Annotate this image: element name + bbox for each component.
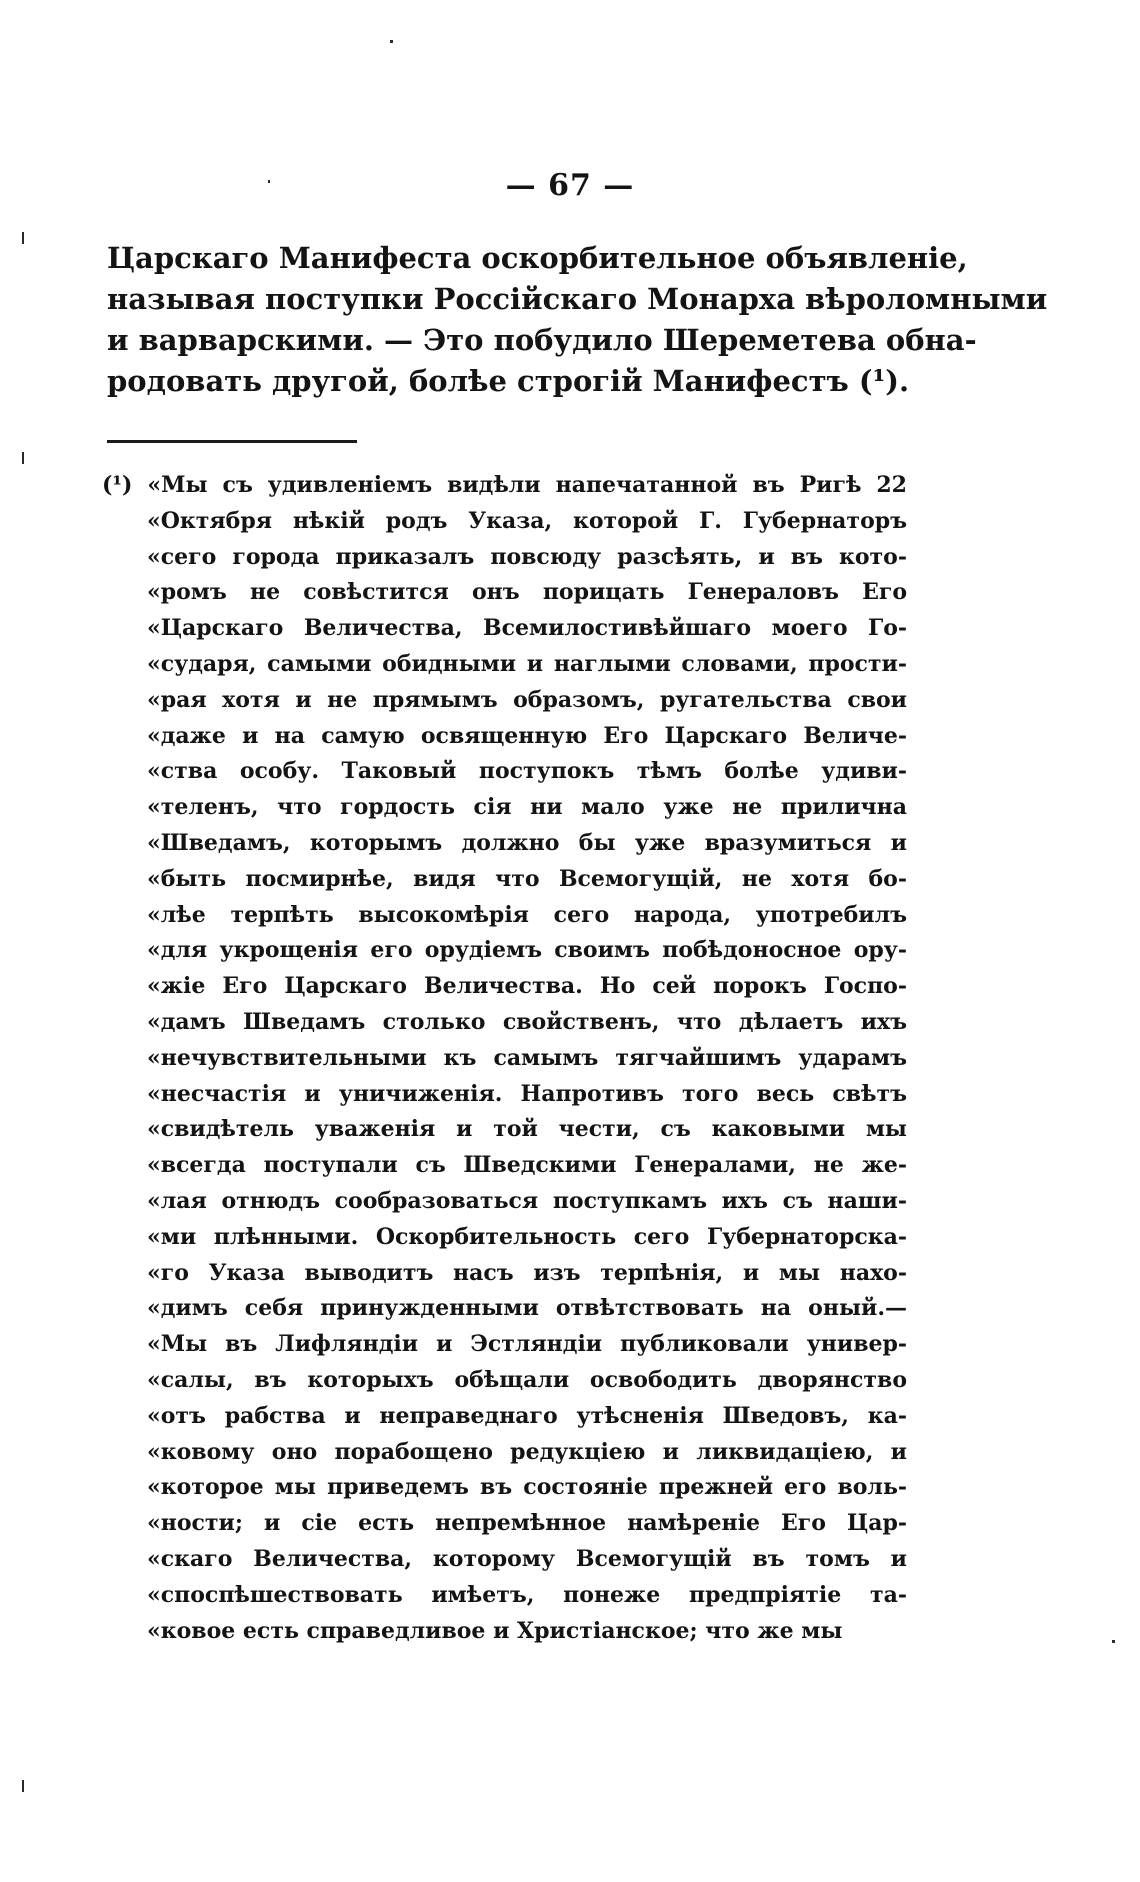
text-line: родовать другой, болѣе строгій Манифестъ (¹). [107, 364, 910, 398]
footnote-line: «ми плѣнными. Оскорбительность сего Губернаторска- [147, 1223, 907, 1250]
footnote-line: «Октября нѣкій родъ Указа, которой Г. Губернаторъ [147, 507, 907, 534]
footnote-line: «быть посмирнѣе, видя что Всемогущій, не хотя бо- [147, 865, 907, 892]
footnote-line: «свидѣтель уваженія и той чести, съ каковыми мы [147, 1116, 907, 1143]
footnote-line: «лѣе терпѣть высокомѣрія сего народа, употребилъ [147, 901, 907, 928]
footnote-separator [107, 440, 357, 443]
footnote-line: «которое мы приведемъ въ состояніе прежней его воль- [147, 1474, 907, 1501]
margin-mark [22, 232, 24, 244]
scan-speck [1112, 1640, 1115, 1643]
text-line: Царскаго Манифеста оскорбительное объявленіе, [107, 241, 968, 275]
footnote-line: «салы, въ которыхъ обѣщали освободить дворянство [147, 1366, 907, 1393]
footnote-line: «ковое есть справедливое и Христіанское; что же мы [147, 1617, 843, 1644]
footnote-line: «ковому оно порабощено редукціею и ликвидаціею, и [147, 1438, 907, 1465]
footnote-line: «ромъ не совѣстится онъ порицать Генераловъ Его [147, 579, 907, 606]
margin-mark [22, 452, 24, 464]
footnote-line: «отъ рабства и неправеднаго утѣсненія Шведовъ, ка- [147, 1402, 907, 1429]
footnote-line: «Царскаго Величества, Всемилостивѣйшаго моего Го- [147, 615, 907, 642]
footnote-line: «несчастія и уничиженія. Напротивъ того весь свѣтъ [147, 1080, 907, 1107]
footnote-line: «скаго Величества, которому Всемогущій въ томъ и [147, 1545, 907, 1572]
footnote-line: «жіе Его Царскаго Величества. Но сей порокъ Госпо- [147, 973, 907, 1000]
footnote-line: «сего города приказалъ повсюду разсѣять, и въ кото- [147, 543, 907, 570]
footnote-line: «рая хотя и не прямымъ образомъ, ругательства свои [147, 686, 907, 713]
footnote-line: «ства особу. Таковый поступокъ тѣмъ болѣе удиви- [147, 758, 907, 785]
footnote [102, 468, 907, 1649]
scan-speck [268, 180, 270, 183]
footnote-line: «димъ себя принужденными отвѣтствовать на оный.— [147, 1295, 907, 1322]
footnote-line: «даже и на самую освященную Его Царскаго Величе- [147, 722, 907, 749]
main-text [107, 238, 1048, 402]
text-line: и варварскими. — Это побудило Шереметева обна- [107, 323, 977, 357]
footnote-line: «споспѣшествовать имѣетъ, понеже предпріятіе та- [147, 1581, 907, 1608]
footnote-line: «нечувствительными къ самымъ тягчайшимъ ударамъ [147, 1044, 907, 1071]
footnote-line: «ности; и сіе есть непремѣнное намѣреніе Его Цар- [147, 1510, 907, 1537]
footnote-line: «Мы въ Лифляндіи и Эстляндіи публиковали универ- [147, 1331, 907, 1358]
page-number: — 67 — [505, 168, 635, 203]
footnote-line: «лая отнюдъ сообразоваться поступкамъ ихъ съ наши- [147, 1187, 907, 1214]
footnote-line: «теленъ, что гордость сія ни мало уже не прилична [147, 794, 907, 821]
footnote-line: (¹) «Мы съ удивленіемъ видѣли напечатанной въ Ригѣ 22 [102, 472, 907, 498]
footnote-line: «всегда поступали съ Шведскими Генералами, не же- [147, 1152, 907, 1179]
text-line: называя поступки Россійскаго Монарха вѣроломными [107, 282, 1048, 316]
footnote-line: «дамъ Шведамъ столько свойственъ, что дѣлаетъ ихъ [147, 1008, 907, 1035]
margin-mark [22, 1780, 24, 1792]
footnote-line: «сударя, самыми обидными и наглыми словами, прости- [147, 650, 907, 677]
scan-speck [390, 40, 393, 43]
footnote-line: «го Указа выводитъ насъ изъ терпѣнія, и мы нахо- [147, 1259, 907, 1286]
footnote-line: «Шведамъ, которымъ должно бы уже вразумиться и [147, 829, 907, 856]
footnote-line: «для укрощенія его орудіемъ своимъ побѣдоносное ору- [147, 937, 907, 964]
